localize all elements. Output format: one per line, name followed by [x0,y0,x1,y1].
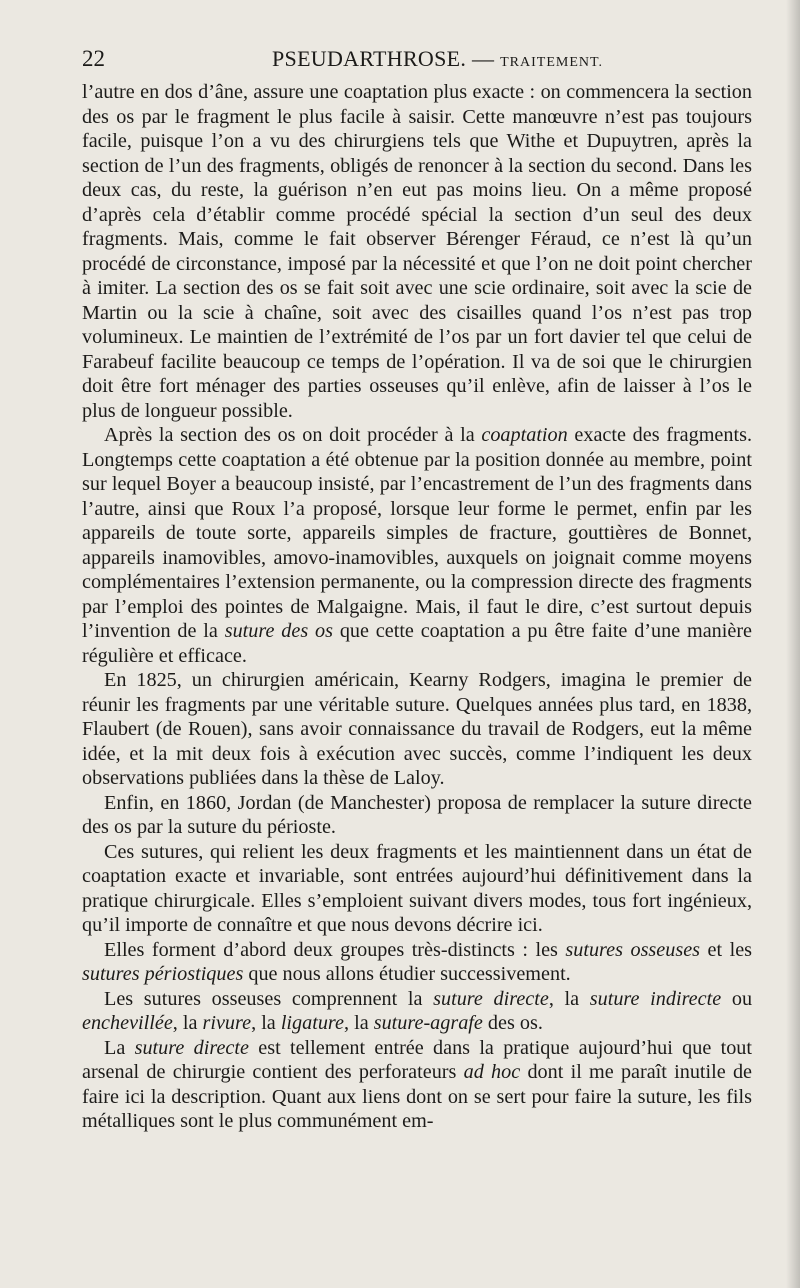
text-run: , la [251,1012,276,1034]
text-run: que cette coaptation a pu être faite d’une manière régulière et efficace. [82,620,753,667]
text-run: exacte des fragments. Longtemps cette coaptation a été obtenue par la position donnée au membre, point sur lequel Boyer a beaucoup insisté, par l’encastrement de l’un des fragments dans l’autre, ainsi que Roux l’a proposé, lorsque leur forme le permet, enfin par les appareils de toute sorte, appareils simples de fracture, gouttières de Bonnet, appareils inamovibles, amovo-inamovibles, auxquels on joignait comme moyens complémentaires l’extension permanente, ou la compression directe des fragments par l’emploi des pointes de Malgaigne. Mais, il faut le dire, c’est surtout depuis l’invention de la [82,424,753,642]
running-head [272,46,603,72]
italic-term: sutures osseuses [565,938,701,961]
italic-term: suture indirecte [589,987,722,1010]
italic-term: ligature [280,1012,344,1034]
text-run: , la [344,1012,369,1034]
text-run: l’autre en dos d’âne, assure une coaptation plus exacte : on commencera la section des os par le fragment le plus facile à saisir. Cette manœuvre n’est pas toujours facile, puisque l’on a vu des chirurgiens tels que Withe et Dupuytren, après la section de l’un des fragments, obligés de renoncer à la section du second. Dans les deux cas, du reste, la guérison n’en eut pas moins lieu. On a même proposé d’après cela d’établir comme procédé spécial la section d’un seul des deux fragments. Mais, comme le fait observer Bérenger Féraud, ce n’est là qu’un procédé de circonstance, imposé par la nécessité et que l’on ne doit point chercher à imiter. La section des os se fait soit avec une scie ordinaire, soit avec la scie de Martin ou la scie à chaîne, soit avec des cisailles quand l’os n’est pas trop volumineux. Le maintien de l’extrémité de l’os par un fort davier tel que celui de Farabeuf facilite beaucoup ce temps de l’opération. Il va de soi que le chirurgien doit être fort ménager des parties osseuses qu’il enlève, afin de laisser à l’os le plus de longueur possible. [82,81,752,422]
italic-term: suture des os [224,620,333,642]
running-head-title: PSEUDARTHROSE. — [272,46,495,71]
paragraph-6 [82,938,752,987]
body-text [82,80,752,1134]
text-run: que nous allons étudier successivement. [248,963,571,985]
text-run: dont il me paraît inutile de faire ici la description. Quant aux liens dont on se sert pour faire la suture, les fils métalliques sont le plus communément em- [82,1061,753,1132]
paragraph-3 [82,668,752,791]
text-run: , la [548,987,580,1010]
paragraph-4 [82,791,752,840]
text-run: est tellement entrée dans la pratique aujourd’hui que tout arsenal de chirurgie contient des perforateurs [82,1036,752,1083]
running-head-subtitle: TRAITEMENT. [500,55,603,70]
paragraph-1 [82,80,752,423]
italic-term: suture directe [134,1036,249,1059]
text-run: Ces sutures, qui relient les deux fragments et les maintiennent dans un état de coaptation exacte et invariable, sont entrées aujourd’hui définitivement dans la pratique chirurgicale. Elles s’emploient suivant divers modes, tous fort ingénieux, qu’il importe de connaître et que nous devons décrire ici. [82,840,752,936]
text-run: Enfin, en 1860, Jordan (de Manchester) proposa de remplacer la suture directe des os par la suture du périoste. [82,791,752,838]
italic-term: enchevillée [82,1012,173,1034]
text-run: des os. [487,1012,543,1034]
paragraph-7 [82,987,752,1036]
italic-term: ad hoc [463,1061,521,1083]
italic-term: suture directe [433,987,549,1010]
text-run: ou [731,987,753,1010]
italic-term: rivure [202,1012,252,1034]
text-run: La [104,1036,126,1059]
page-number: 22 [82,46,105,71]
paragraph-5 [82,840,752,938]
text-run: Elles forment d’abord deux groupes très-distincts : les [104,938,558,961]
italic-term: suture-agrafe [373,1012,483,1034]
text-run: , la [172,1012,198,1034]
italic-term: sutures périostiques [82,963,244,985]
text-run: et les [707,938,753,961]
paragraph-2 [82,423,752,668]
text-run: Les sutures osseuses comprennent la [104,987,423,1010]
paragraph-8 [82,1036,752,1134]
page-header [82,46,752,76]
italic-term: coaptation [481,424,568,446]
text-run: En 1825, un chirurgien américain, Kearny Rodgers, imagina le premier de réunir les fragments par une véritable suture. Quelques années plus tard, en 1838, Flaubert (de Rouen), sans avoir connaissance du travail de Rodgers, eut la même idée, et la mit deux fois à exécution avec succès, comme l’indiquent les deux observations publiées dans la thèse de Laloy. [82,669,752,789]
text-run: Après la section des os on doit procéder à la [104,424,475,446]
